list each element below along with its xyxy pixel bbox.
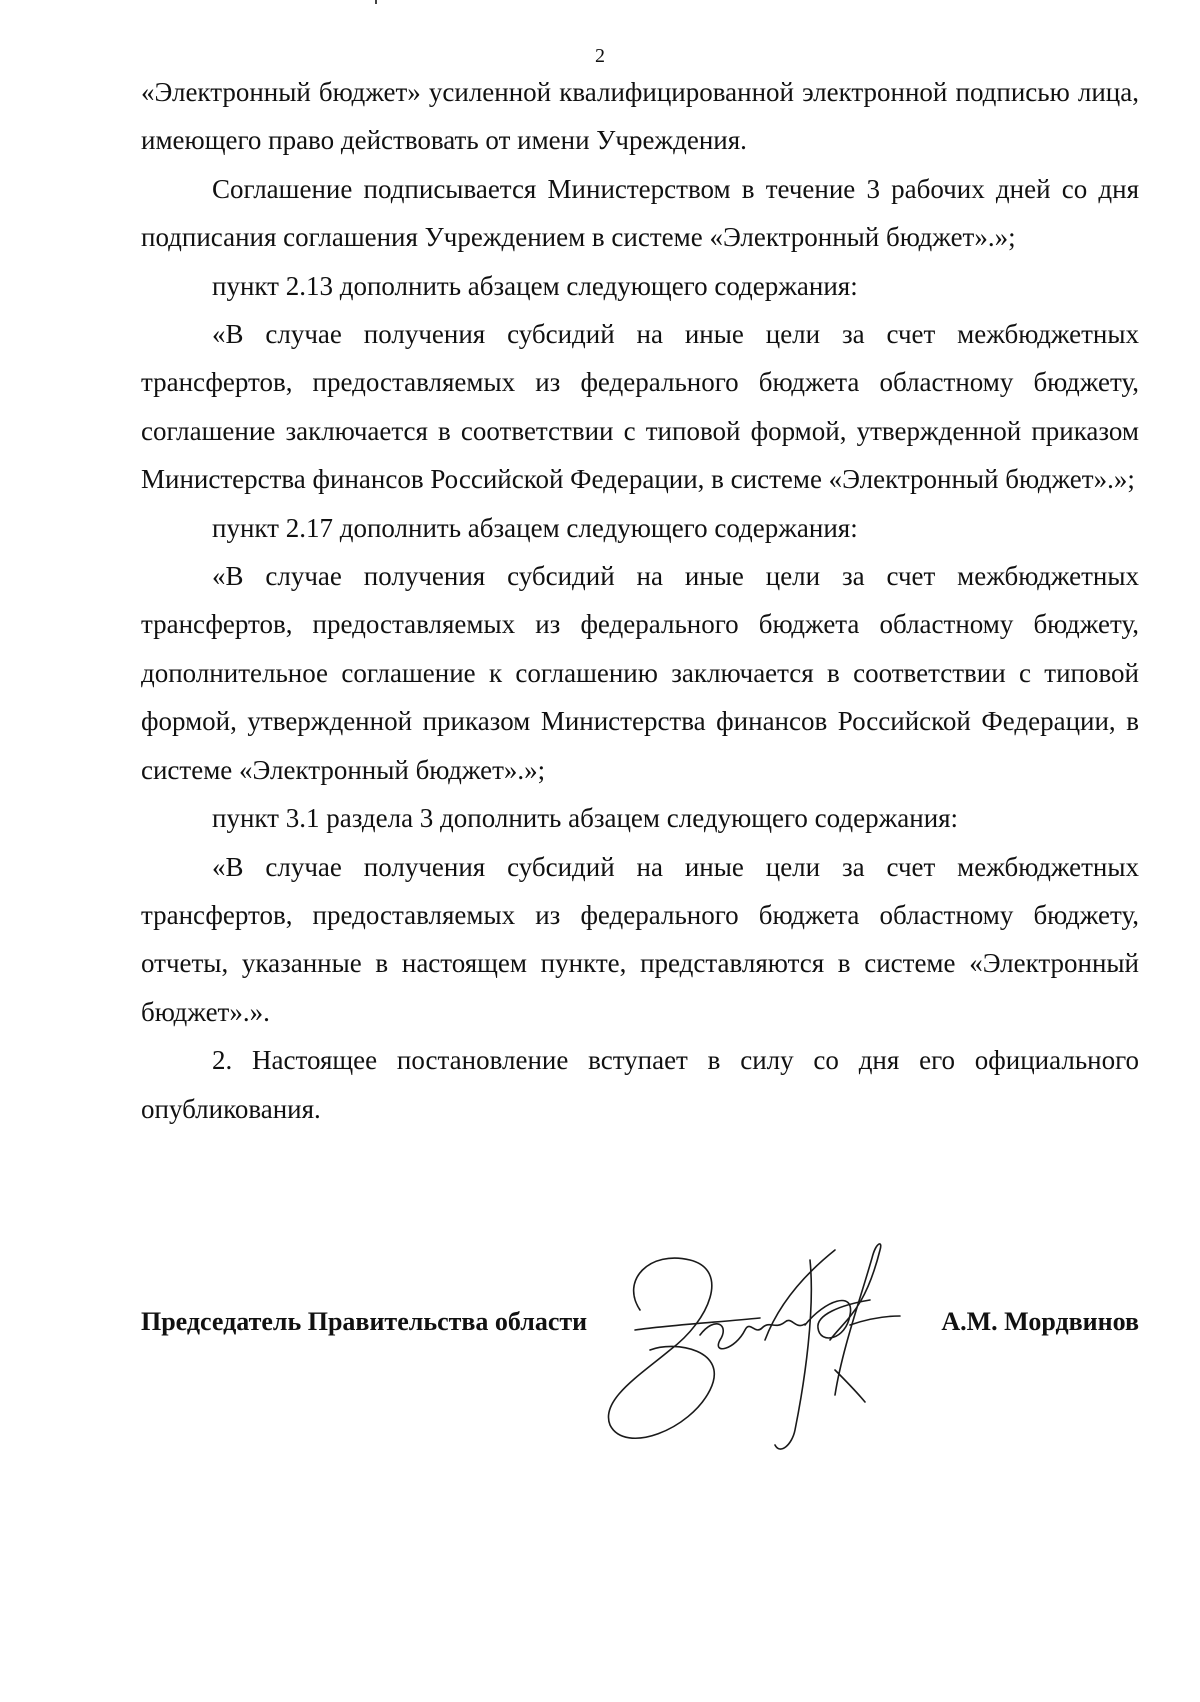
paragraph-continuation: «Электронный бюджет» усиленной квалифицированной электронной подписью лица, имеющего право действовать от имени Учреждения. [141, 77, 1139, 156]
paragraph-signing-terms: Соглашение подписывается Министерством в течение 3 рабочих дней со дня подписания соглашения Учреждением в системе «Электронный бюджет».»; [141, 173, 1139, 253]
paragraph-clause-3-1-intro: пункт 3.1 раздела 3 дополнить абзацем следующего содержания: [212, 803, 959, 834]
paragraph-clause-2-13-text: «В случае получения субсидий на иные цели за счет межбюджетных трансфертов, предоставляемых из федерального бюджета областному бюджету, соглашение заключается в соответствии с типовой формой, утвержденной приказом Министерства финансов Российской Федерации, в системе «Электронный бюджет».»; [141, 319, 1139, 495]
scan-artifact [375, 0, 377, 4]
paragraph-effective-date: 2. Настоящее постановление вступает в силу со дня его официального опубликования. [141, 1045, 1139, 1124]
handwritten-signature [580, 1230, 970, 1470]
signatory-title: Председатель Правительства области [141, 1307, 588, 1336]
page-number: 2 [595, 45, 605, 67]
signatory-name: А.М. Мордвинов [941, 1307, 1139, 1336]
paragraph-clause-2-17-text: «В случае получения субсидий на иные цели за счет межбюджетных трансфертов, предоставляемых из федерального бюджета областному бюджету, дополнительное соглашение к соглашению заключается в соответствии с типовой формой, утвержденной приказом Министерства финансов Российской Федерации, в системе «Электронный бюджет».»; [141, 561, 1139, 785]
paragraph-clause-2-17-intro: пункт 2.17 дополнить абзацем следующего содержания: [212, 512, 858, 543]
paragraph-clause-3-1-text: «В случае получения субсидий на иные цели за счет межбюджетных трансфертов, предоставляемых из федерального бюджета областному бюджету, отчеты, указанные в настоящем пункте, представляются в системе «Электронный бюджет».». [141, 851, 1139, 1027]
document-body [141, 68, 1139, 1133]
paragraph-clause-2-13-intro: пункт 2.13 дополнить абзацем следующего содержания: [212, 270, 858, 301]
